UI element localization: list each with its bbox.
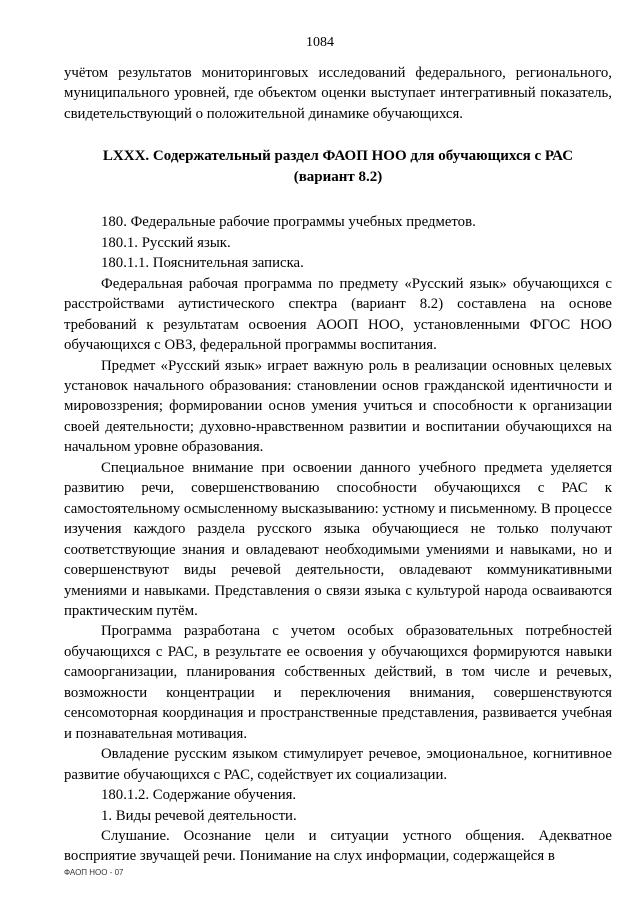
- paragraph: 180.1.2. Содержание обучения.: [101, 787, 297, 804]
- paragraph: Федеральная рабочая программа по предмету «Русский язык» обучающихся с расстройствами аутистического спектра (вариант 8.2) составлена на основе требований к результатам освоения АООП НОО, установленными ФГОС НОО обучающихся с ОВЗ, федеральной программы воспитания.: [64, 275, 612, 354]
- intro-paragraph: учётом результатов мониторинговых исследований федерального, регионального, муниципального уровней, где объектом оценки выступает интегративный показатель, свидетельствующий о положительной динамике обучающихся.: [64, 65, 612, 122]
- paragraph: 180.1. Русский язык.: [101, 234, 231, 251]
- paragraph: Программа разработана с учетом особых образовательных потребностей обучающихся с РАС, в результате ее освоения у обучающихся формируются навыки самоорганизации, планирования собственных действий, в том числе и речевых, возможности концентрации и переключения внимания, совершенствуются сенсомоторная координация и пространственные представления, развивается учебная и познавательная мотивация.: [64, 623, 612, 742]
- paragraph: Предмет «Русский язык» играет важную роль в реализации основных целевых установок начального образования: становлении основ гражданской идентичности и мировоззрения; формировании основ умения учиться и способности к организации своей деятельности; духовно-нравственном развитии и воспитании обучающихся на начальном уровне образования.: [64, 357, 612, 456]
- paragraph: 1. Виды речевой деятельности.: [101, 807, 297, 824]
- page-number: 1084: [306, 35, 334, 50]
- paragraph: 180. Федеральные рабочие программы учебных предметов.: [101, 214, 476, 231]
- section-heading-line1: LXXX. Содержательный раздел ФАОП НОО для обучающихся с РАС: [102, 148, 574, 165]
- footer-code: ФАОП НОО - 07: [64, 868, 124, 877]
- paragraph: Овладение русским языком стимулирует речевое, эмоциональное, когнитивное развитие обучающихся с РАС, содействует их социализации.: [64, 746, 612, 783]
- paragraph: 180.1.1. Пояснительная записка.: [101, 255, 304, 272]
- paragraph: Слушание. Осознание цели и ситуации устного общения. Адекватное восприятие звучащей речи. Понимание на слух информации, содержащейся в: [64, 827, 612, 865]
- page-body: [64, 63, 612, 867]
- paragraph: Специальное внимание при освоении данного учебного предмета уделяется развитию речи, совершенствованию способности обучающихся с РАС к самостоятельному осмысленному высказыванию: устному и письменному. В процессе изучения каждого раздела русского языка обучающиеся не только получают соответствующие знания и овладевают необходимыми умениями и навыками, но и совершенствуют виды речевой деятельности, овладевают коммуникативными умениями и навыками. Представления о связи языка с культурой народа осваиваются практическим путём.: [64, 459, 612, 619]
- section-heading: [64, 146, 612, 188]
- section-heading-line2: (вариант 8.2): [293, 169, 383, 186]
